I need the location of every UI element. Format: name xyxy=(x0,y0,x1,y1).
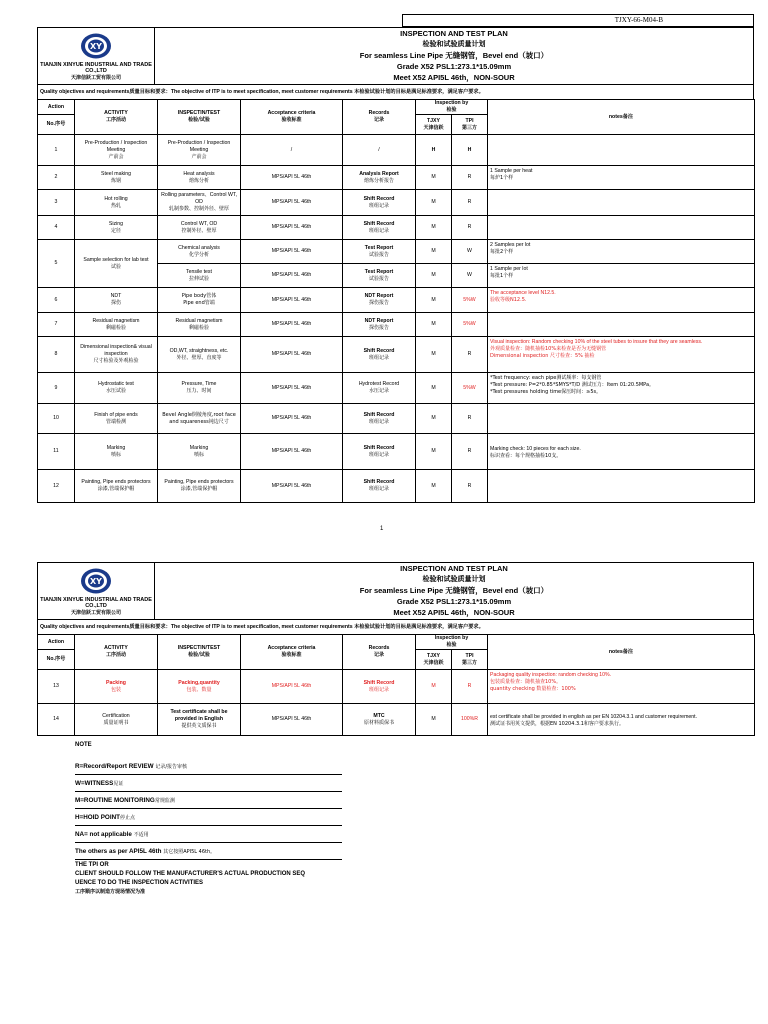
table-cell: Test Report 试验报告 xyxy=(343,240,416,264)
table-cell: Test Report 试验报告 xyxy=(343,264,416,288)
table-cell: 8 xyxy=(38,337,75,373)
table-cell: 3 xyxy=(38,190,75,216)
table-row xyxy=(38,166,755,190)
table-cell xyxy=(488,470,755,503)
table-cell: / xyxy=(241,135,343,166)
table-cell: Painting, Pipe ends protectors 涂漆,管端保护帽 xyxy=(75,470,158,503)
table-cell: 12 xyxy=(38,470,75,503)
table-cell: 2 xyxy=(38,166,75,190)
header-block xyxy=(37,27,754,85)
document-code: TJXY-66-M04-B xyxy=(402,14,754,27)
table-row xyxy=(38,434,755,470)
table-cell: Visual inspection: Random checking 10% of the steel tubes to insure that they are seamless. 外观质量检查：随机抽检10%来检查是否为无缝钢管 Dimensional inspection 尺寸检查：5% 抽检 xyxy=(488,337,755,373)
table-cell: Shift Record 班组记录 xyxy=(343,337,416,373)
header-no: No.序号 xyxy=(38,650,75,670)
header-criteria: Acceptance criteria 验收标准 xyxy=(241,100,343,135)
page-number: 1 xyxy=(380,526,384,532)
header-tjxy: TJXY 天津信跃 xyxy=(416,650,452,670)
title-line-5: Meet X52 API5L 46th，NON-SOUR xyxy=(393,608,515,617)
table-cell: MPS/API 5L 46th xyxy=(241,470,343,503)
table-cell: NDT 探伤 xyxy=(75,288,158,313)
table-cell: 1 xyxy=(38,135,75,166)
table-cell: 9 xyxy=(38,373,75,404)
table-cell: Packing,quantity 包装、数量 xyxy=(158,670,241,704)
table-row xyxy=(38,313,755,337)
title-line-2: 检验和试验质量计划 xyxy=(422,40,486,48)
table-cell: 100%R xyxy=(452,704,488,736)
table-cell: 5%W xyxy=(452,288,488,313)
table-cell: R xyxy=(452,434,488,470)
table-row xyxy=(38,373,755,404)
table-cell: Hydrostatic test 水压试验 xyxy=(75,373,158,404)
table-cell: M xyxy=(416,216,452,240)
table-cell: Shift Record 班组记录 xyxy=(343,404,416,434)
table-cell: 1 Sample per lot 每批1个样 xyxy=(488,264,755,288)
table-cell: MPS/API 5L 46th xyxy=(241,190,343,216)
table-row xyxy=(38,337,755,373)
legend-item: H=HOID POINT停止点 xyxy=(75,809,342,826)
table-cell: W xyxy=(452,240,488,264)
table-cell: M xyxy=(416,373,452,404)
table-cell: The acceptance level N12.5. 验收等级N12.5. xyxy=(488,288,755,313)
table-cell: MPS/API 5L 46th xyxy=(241,313,343,337)
table-cell: M xyxy=(416,190,452,216)
table-cell: Shift Record 班组记录 xyxy=(343,434,416,470)
table-cell: MPS/API 5L 46th xyxy=(241,264,343,288)
table-cell: R xyxy=(452,190,488,216)
header-tjxy: TJXY 天津信跃 xyxy=(416,115,452,135)
svg-text:XY: XY xyxy=(90,42,102,51)
title-line-3: For seamless Line Pipe 无缝钢管，Bevel end（坡口） xyxy=(359,51,549,60)
table-cell: Shift Record 班组记录 xyxy=(343,470,416,503)
table-cell: R xyxy=(452,337,488,373)
legend-item: NA= not applicable 不适用 xyxy=(75,826,342,843)
table-cell: Tensile test 拉伸试验 xyxy=(158,264,241,288)
table-cell: Shift Record 班组记录 xyxy=(343,216,416,240)
table-cell: Marking 喷标 xyxy=(75,434,158,470)
header-notes: notes备注 xyxy=(488,100,755,135)
table-cell: W xyxy=(452,264,488,288)
table-cell xyxy=(488,190,755,216)
table-cell: H xyxy=(416,135,452,166)
table-cell: Packing 包装 xyxy=(75,670,158,704)
table-cell: Shift Record 班组记录 xyxy=(343,190,416,216)
table-cell: Chemical analysis 化学分析 xyxy=(158,240,241,264)
table-cell: 5%W xyxy=(452,313,488,337)
table-cell: R xyxy=(452,166,488,190)
company-logo-icon xyxy=(79,32,113,60)
table-cell: Marking 喷标 xyxy=(158,434,241,470)
title-line-3: For seamless Line Pipe 无缝钢管，Bevel end（坡口） xyxy=(359,586,549,595)
table-cell xyxy=(488,216,755,240)
table-cell: *Test frequency: each pipe测试频率：每支钢管 *Test pressure: P=2*0.85*SMYS*T/D 测试压力：Item 01:20.5MPa。 *Test pressures holding time保压时间：≥5s。 xyxy=(488,373,755,404)
header-no: No.序号 xyxy=(38,115,75,135)
table-row xyxy=(38,404,755,434)
table-cell: Pipe body管体 Pipe end管端 xyxy=(158,288,241,313)
table-cell xyxy=(488,313,755,337)
itp-table-page2 xyxy=(37,634,755,736)
table-cell: M xyxy=(416,434,452,470)
legend-item: The others as per API5L 46th 其它按照API5L 46th。 xyxy=(75,843,342,860)
table-cell: NDT Report 探伤报告 xyxy=(343,313,416,337)
header-action: Action xyxy=(38,100,75,115)
table-cell: Packaging quality inspection: random checking 10%. 包装质量检查：随机抽查10%。 quantity checking 数量检查：100% xyxy=(488,670,755,704)
header-records: Records 记录 xyxy=(343,635,416,670)
table-cell: R xyxy=(452,670,488,704)
table-cell: 4 xyxy=(38,216,75,240)
table-cell: M xyxy=(416,470,452,503)
header-tpi: TPI 第三方 xyxy=(452,650,488,670)
table-row xyxy=(38,704,755,736)
table-cell: MTC 原材料质保书 xyxy=(343,704,416,736)
table-row xyxy=(38,190,755,216)
table-cell: Rolling parameters、Control WT, OD 轧制参数、控制外径、壁厚 xyxy=(158,190,241,216)
table-cell: Residual magnetism 剩磁检验 xyxy=(158,313,241,337)
table-row xyxy=(38,240,755,264)
table-cell: Shift Record 班组记录 xyxy=(343,670,416,704)
table-cell: 7 xyxy=(38,313,75,337)
table-cell: M xyxy=(416,240,452,264)
header-records: Records 记录 xyxy=(343,100,416,135)
table-cell: Residual magnetism 剩磁检验 xyxy=(75,313,158,337)
table-cell: MPS/API 5L 46th xyxy=(241,337,343,373)
table-cell: M xyxy=(416,337,452,373)
table-cell: M xyxy=(416,166,452,190)
company-logo-icon xyxy=(79,567,113,595)
table-cell: 5%W xyxy=(452,373,488,404)
table-cell xyxy=(488,404,755,434)
header-inspection: INSPECTIN/TEST 检验/试验 xyxy=(158,635,241,670)
title-line-1: INSPECTION AND TEST PLAN xyxy=(400,29,508,38)
table-cell: R xyxy=(452,470,488,503)
table-cell: 10 xyxy=(38,404,75,434)
quality-objective: Quality objectives and requirements质量目标和要求：The objective of ITP is to meet specification, meet customer requirements 本检验试验计划的目标是满足标准要求，满足客户要求。 xyxy=(37,620,754,635)
table-cell: Test certificate shall be provided in English 提供英文质保书 xyxy=(158,704,241,736)
legend-title: NOTE xyxy=(75,742,92,748)
title-line-4: Grade X52 PSL1:273.1*15.09mm xyxy=(396,597,512,606)
table-cell: M xyxy=(416,670,452,704)
table-cell: M xyxy=(416,264,452,288)
itp-table-page1 xyxy=(37,99,755,503)
table-cell: R xyxy=(452,216,488,240)
table-cell: Dimensional inspection& visual inspection 尺寸检验及外观检验 xyxy=(75,337,158,373)
table-cell: R xyxy=(452,404,488,434)
title-line-2: 检验和试验质量计划 xyxy=(422,575,486,583)
table-cell: MPS/API 5L 46th xyxy=(241,216,343,240)
legend-list xyxy=(75,758,342,860)
table-row xyxy=(38,288,755,313)
table-cell: 11 xyxy=(38,434,75,470)
plan-title xyxy=(155,28,753,84)
table-cell: Analysis Report 熔炼分析报告 xyxy=(343,166,416,190)
table-cell: MPS/API 5L 46th xyxy=(241,404,343,434)
table-cell: M xyxy=(416,313,452,337)
header-tpi: TPI 第三方 xyxy=(452,115,488,135)
table-cell: Hydrotest Record 水压记录 xyxy=(343,373,416,404)
table-cell: Pre-Production / Inspection Meeting 产前会 xyxy=(158,135,241,166)
table-cell: M xyxy=(416,404,452,434)
table-cell: Sizing 定径 xyxy=(75,216,158,240)
table-cell: MPS/API 5L 46th xyxy=(241,670,343,704)
header-activity: ACTIVITY 工序活动 xyxy=(75,100,158,135)
table-cell: Painting, Pipe ends protectors 涂漆,管端保护帽 xyxy=(158,470,241,503)
quality-objective: Quality objectives and requirements质量目标和要求：The objective of ITP is to meet specification, meet customer requirements 本检验试验计划的目标是满足标准要求，满足客户要求。 xyxy=(37,85,754,100)
table-cell: / xyxy=(343,135,416,166)
header-activity: ACTIVITY 工序活动 xyxy=(75,635,158,670)
table-row xyxy=(38,470,755,503)
table-row xyxy=(38,670,755,704)
header-criteria: Acceptance criteria 验收标准 xyxy=(241,635,343,670)
table-cell: M xyxy=(416,288,452,313)
title-line-5: Meet X52 API5L 46th，NON-SOUR xyxy=(393,73,515,82)
table-cell: Control WT, OD 控制外径、壁厚 xyxy=(158,216,241,240)
table-cell: 5 xyxy=(38,240,75,288)
header-inspection-by: Inspection by 检验 xyxy=(416,635,488,650)
plan-title xyxy=(155,563,753,619)
table-cell: Marking check: 10 pieces for each size. 标识查看：每个规格抽检10支。 xyxy=(488,434,755,470)
table-cell: 13 xyxy=(38,670,75,704)
table-row xyxy=(38,216,755,240)
header-inspection: INSPECTIN/TEST 检验/试验 xyxy=(158,100,241,135)
table-cell: H xyxy=(452,135,488,166)
table-cell: Pressure, Time 压力、时间 xyxy=(158,373,241,404)
legend-item: R=Record/Report REVIEW 记录/报告审核 xyxy=(75,758,342,775)
final-note: THE TPI OR CLIENT SHOULD FOLLOW THE MANUFACTURER'S ACTUAL PRODUCTION SEQ UENCE TO DO THE INSPECTION ACTIVITIES 工序顺序以制造方现场情况为准 xyxy=(75,862,306,895)
table-cell: est certificate shall be provided in english as per EN 10204.3.1 and customer requirement. 测试证书用英文提供，根据EN 10204.3.1和客户要求执行。 xyxy=(488,704,755,736)
table-cell: MPS/API 5L 46th xyxy=(241,704,343,736)
header-inspection-by: Inspection by 检验 xyxy=(416,100,488,115)
table-cell: Heat analysis 熔炼分析 xyxy=(158,166,241,190)
table-cell: 6 xyxy=(38,288,75,313)
table-cell: 1 Sample per heat 每炉1个样 xyxy=(488,166,755,190)
table-cell: MPS/API 5L 46th xyxy=(241,166,343,190)
legend-item: M=ROUTINE MONITORING常规监测 xyxy=(75,792,342,809)
title-line-1: INSPECTION AND TEST PLAN xyxy=(400,564,508,573)
table-cell: OD,WT, straightness, etc. 外径、壁厚、直度等 xyxy=(158,337,241,373)
table-cell: Hot rolling 热轧 xyxy=(75,190,158,216)
table-cell: NDT Report 探伤报告 xyxy=(343,288,416,313)
table-cell: Certification 质量证明书 xyxy=(75,704,158,736)
company-name-en: TIANJIN XINYUE INDUSTRIAL AND TRADE CO.,LTD xyxy=(40,597,152,609)
company-logo-block xyxy=(38,28,155,84)
table-cell: Finish of pipe ends 管端检测 xyxy=(75,404,158,434)
table-cell: Pre-Production / Inspection Meeting 产前会 xyxy=(75,135,158,166)
legend-item: W=WITNESS见证 xyxy=(75,775,342,792)
table-cell xyxy=(488,135,755,166)
table-cell: M xyxy=(416,704,452,736)
title-line-4: Grade X52 PSL1:273.1*15.09mm xyxy=(396,62,512,71)
table-row xyxy=(38,135,755,166)
company-logo-block xyxy=(38,563,155,619)
company-name-en: TIANJIN XINYUE INDUSTRIAL AND TRADE CO.,LTD xyxy=(40,62,152,74)
table-cell: Steel making 炼钢 xyxy=(75,166,158,190)
table-cell: 2 Samples per lot 每批2个样 xyxy=(488,240,755,264)
table-cell: MPS/API 5L 46th xyxy=(241,240,343,264)
header-action: Action xyxy=(38,635,75,650)
table-cell: MPS/API 5L 46th xyxy=(241,288,343,313)
table-cell: MPS/API 5L 46th xyxy=(241,373,343,404)
company-name-cn: 天津信跃工贸有限公司 xyxy=(70,75,121,81)
table-cell: Sample selection for lab test 试验 xyxy=(75,240,158,288)
table-cell: Bevel Angle倒棱角度,root face and squareness钝边尺寸 xyxy=(158,404,241,434)
table-cell: MPS/API 5L 46th xyxy=(241,434,343,470)
header-block-page2 xyxy=(37,562,754,620)
table-cell: 14 xyxy=(38,704,75,736)
header-notes: notes备注 xyxy=(488,635,755,670)
svg-text:XY: XY xyxy=(90,577,102,586)
company-name-cn: 天津信跃工贸有限公司 xyxy=(70,610,121,616)
